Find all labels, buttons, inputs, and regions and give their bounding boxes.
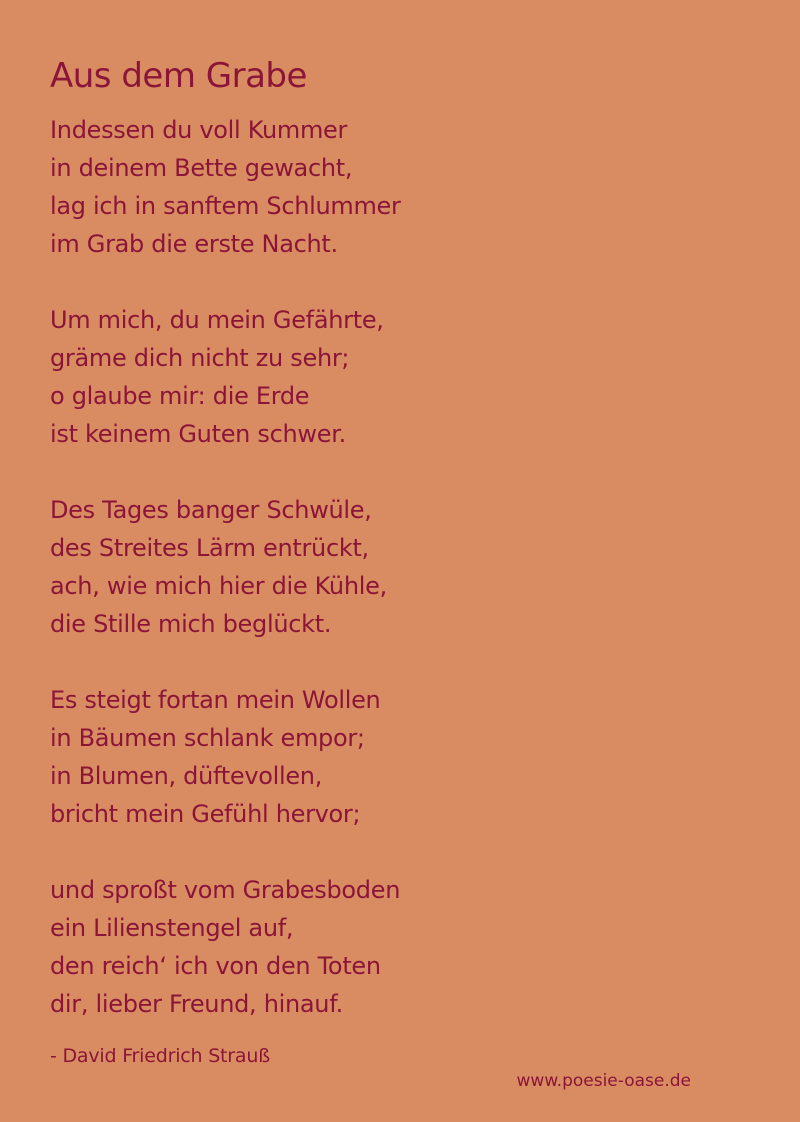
stanza-1: [50, 111, 401, 263]
poem-line: o glaube mir: die Erde: [50, 382, 310, 410]
poem-body: [50, 111, 401, 1061]
stanza-3: [50, 491, 401, 643]
poem-line: im Grab die erste Nacht.: [50, 230, 338, 258]
poem-line: die Stille mich beglückt.: [50, 610, 332, 638]
poem-line: Um mich, du mein Gefährte,: [50, 306, 384, 334]
poem-line: Des Tages banger Schwüle,: [50, 496, 372, 524]
poem-line: lag ich in sanftem Schlummer: [50, 192, 401, 220]
poem-line: ein Lilienstengel auf,: [50, 914, 294, 942]
stanza-5: [50, 871, 401, 1023]
poem-line: ach, wie mich hier die Kühle,: [50, 572, 387, 600]
poem-line: Indessen du voll Kummer: [50, 116, 348, 144]
poem-line: in Blumen, düftevollen,: [50, 762, 323, 790]
poem-line: des Streites Lärm entrückt,: [50, 534, 369, 562]
poem-line: gräme dich nicht zu sehr;: [50, 344, 350, 372]
poem-title: Aus dem Grabe: [50, 56, 307, 96]
poem-line: Es steigt fortan mein Wollen: [50, 686, 381, 714]
poem-line: bricht mein Gefühl hervor;: [50, 800, 361, 828]
poem-line: dir, lieber Freund, hinauf.: [50, 990, 343, 1018]
poem-line: ist keinem Guten schwer.: [50, 420, 346, 448]
website-url: www.poesie-oase.de: [516, 1071, 691, 1091]
author-credit: - David Friedrich Strauß: [50, 1045, 270, 1067]
stanza-2: [50, 301, 401, 453]
poem-line: den reich‘ ich von den Toten: [50, 952, 381, 980]
stanza-4: [50, 681, 401, 833]
poem-line: in Bäumen schlank empor;: [50, 724, 365, 752]
poem-line: in deinem Bette gewacht,: [50, 154, 353, 182]
poem-line: und sproßt vom Grabesboden: [50, 876, 401, 904]
